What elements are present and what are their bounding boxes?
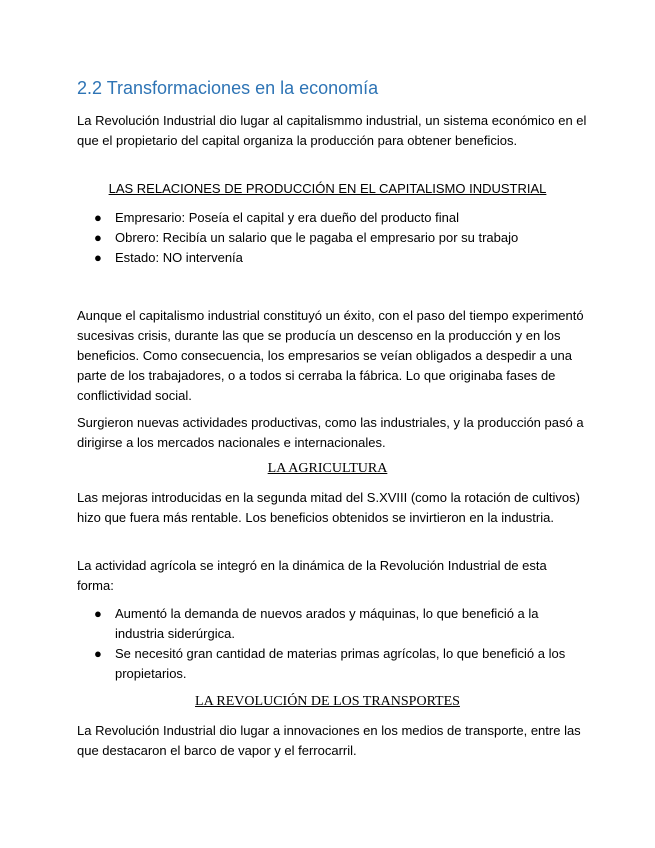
transport-subtitle: LA REVOLUCIÓN DE LOS TRANSPORTES xyxy=(195,694,460,709)
agriculture-integration-paragraph: La actividad agrícola se integró en la dinámica de la Revolución Industrial de esta forma: xyxy=(77,558,547,593)
list-item: ● Empresario: Poseía el capital y era dueño del producto final xyxy=(77,208,587,228)
intro-paragraph: La Revolución Industrial dio lugar al capitalismmo industrial, un sistema económico en el que el propietario del capital organiza la producción para obtener beneficios. xyxy=(77,113,587,148)
agriculture-paragraph: Las mejoras introducidas en la segunda mitad del S.XVIII (como la rotación de cultivos) hizo que fuera más rentable. Los beneficios obtenidos se invirtieron en la industria. xyxy=(77,490,580,525)
agriculture-list xyxy=(77,604,587,684)
bullet-icon: ● xyxy=(94,230,102,245)
crisis-paragraph: Aunque el capitalismo industrial constituyó un éxito, con el paso del tiempo experimentó sucesivas crisis, durante las que se producía un descenso en la producción y en los beneficios. Como consecuencia, los empresarios se veían obligados a despedir a una parte de los trabajadores, o a todos si cerraba la fábrica. Lo que originaba fases de conflictividad social. xyxy=(77,308,584,403)
list-item: ● Obrero: Recibía un salario que le pagaba el empresario por su trabajo xyxy=(77,228,587,248)
list-item: ● Estado: NO intervenía xyxy=(77,248,587,268)
section-heading: 2.2 Transformaciones en la economía xyxy=(77,78,379,98)
relations-subtitle: LAS RELACIONES DE PRODUCCIÓN EN EL CAPITALISMO INDUSTRIAL xyxy=(108,181,547,196)
bullet-icon: ● xyxy=(94,646,102,661)
list-item: ● Aumentó la demanda de nuevos arados y máquinas, lo que benefició a la industria siderúrgica. xyxy=(94,606,539,641)
bullet-icon: ● xyxy=(94,250,102,265)
list-item: ● Se necesitó gran cantidad de materias primas agrícolas, lo que benefició a los propietarios. xyxy=(94,646,566,681)
transport-paragraph: La Revolución Industrial dio lugar a innovaciones en los medios de transporte, entre las que destacaron el barco de vapor y el ferrocarril. xyxy=(77,723,581,758)
agriculture-subtitle: LA AGRICULTURA xyxy=(267,461,388,476)
relations-list xyxy=(77,208,587,268)
bullet-icon: ● xyxy=(94,210,102,225)
new-activities-paragraph: Surgieron nuevas actividades productivas, como las industriales, y la producción pasó a dirigirse a los mercados nacionales e internacionales. xyxy=(77,415,584,450)
bullet-icon: ● xyxy=(94,606,102,621)
